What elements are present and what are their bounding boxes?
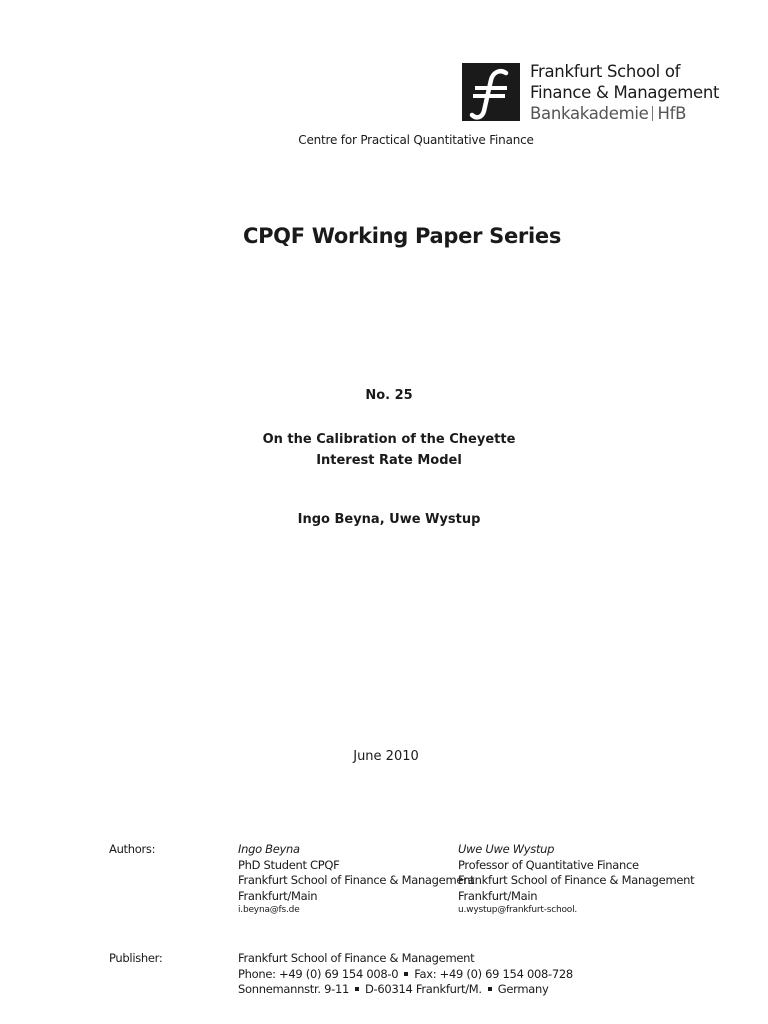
bullet-icon [355, 987, 359, 991]
publisher-contact [238, 967, 573, 983]
author-1-details [238, 842, 474, 917]
logo-line-3-left: Bankakademie [530, 104, 649, 123]
bullet-icon [488, 987, 492, 991]
publisher-address [238, 982, 573, 998]
publisher-postal: D-60314 Frankfurt/M. [365, 982, 482, 996]
logo-divider [652, 106, 653, 121]
authors-label: Authors: [109, 842, 156, 856]
institution-logo [462, 63, 719, 124]
paper-number: No. 25 [365, 388, 413, 403]
publisher-phone: Phone: +49 (0) 69 154 008-0 [238, 966, 399, 981]
paper-authors: Ingo Beyna, Uwe Wystup [297, 512, 481, 527]
author-1-institution: Frankfurt School of Finance & Management [238, 873, 475, 887]
bullet-icon [404, 972, 408, 976]
series-title: CPQF Working Paper Series [242, 224, 562, 248]
author-1-role: PhD Student CPQF [238, 857, 340, 872]
publisher-label: Publisher: [109, 951, 163, 965]
author-1-city: Frankfurt/Main [238, 888, 318, 903]
publisher-street: Sonnemannstr. 9-11 [238, 982, 349, 996]
centre-name: Centre for Practical Quantitative Finance [298, 133, 534, 147]
author-2-name: Uwe Uwe Wystup [458, 842, 555, 856]
paper-title [0, 429, 768, 471]
logo-line-3 [530, 103, 719, 124]
paper-title-line-1: On the Calibration of the Cheyette [262, 432, 516, 447]
paper-title-line-2: Interest Rate Model [316, 453, 462, 468]
author-2-city: Frankfurt/Main [458, 888, 538, 903]
logo-line-1: Frankfurt School of [530, 62, 681, 81]
author-2-email[interactable]: u.wystup@frankfurt-school. [458, 905, 578, 915]
author-1-email[interactable]: i.beyna@fs.de [238, 905, 300, 915]
logo-line-3-right: HfB [657, 104, 687, 123]
logo-wordmark [530, 61, 719, 124]
paper-date: June 2010 [353, 749, 419, 764]
publisher-country: Germany [497, 982, 549, 996]
publisher-details [238, 951, 573, 998]
fs-logo-mark-icon [462, 63, 520, 121]
publisher-name: Frankfurt School of Finance & Management [238, 951, 475, 965]
author-2-role: Professor of Quantitative Finance [458, 857, 639, 872]
author-2-institution: Frankfurt School of Finance & Management [458, 873, 695, 887]
publisher-fax: Fax: +49 (0) 69 154 008-728 [414, 966, 573, 981]
author-2-details [458, 842, 694, 917]
logo-line-2: Finance & Management [530, 83, 720, 102]
author-1-name: Ingo Beyna [238, 842, 300, 856]
